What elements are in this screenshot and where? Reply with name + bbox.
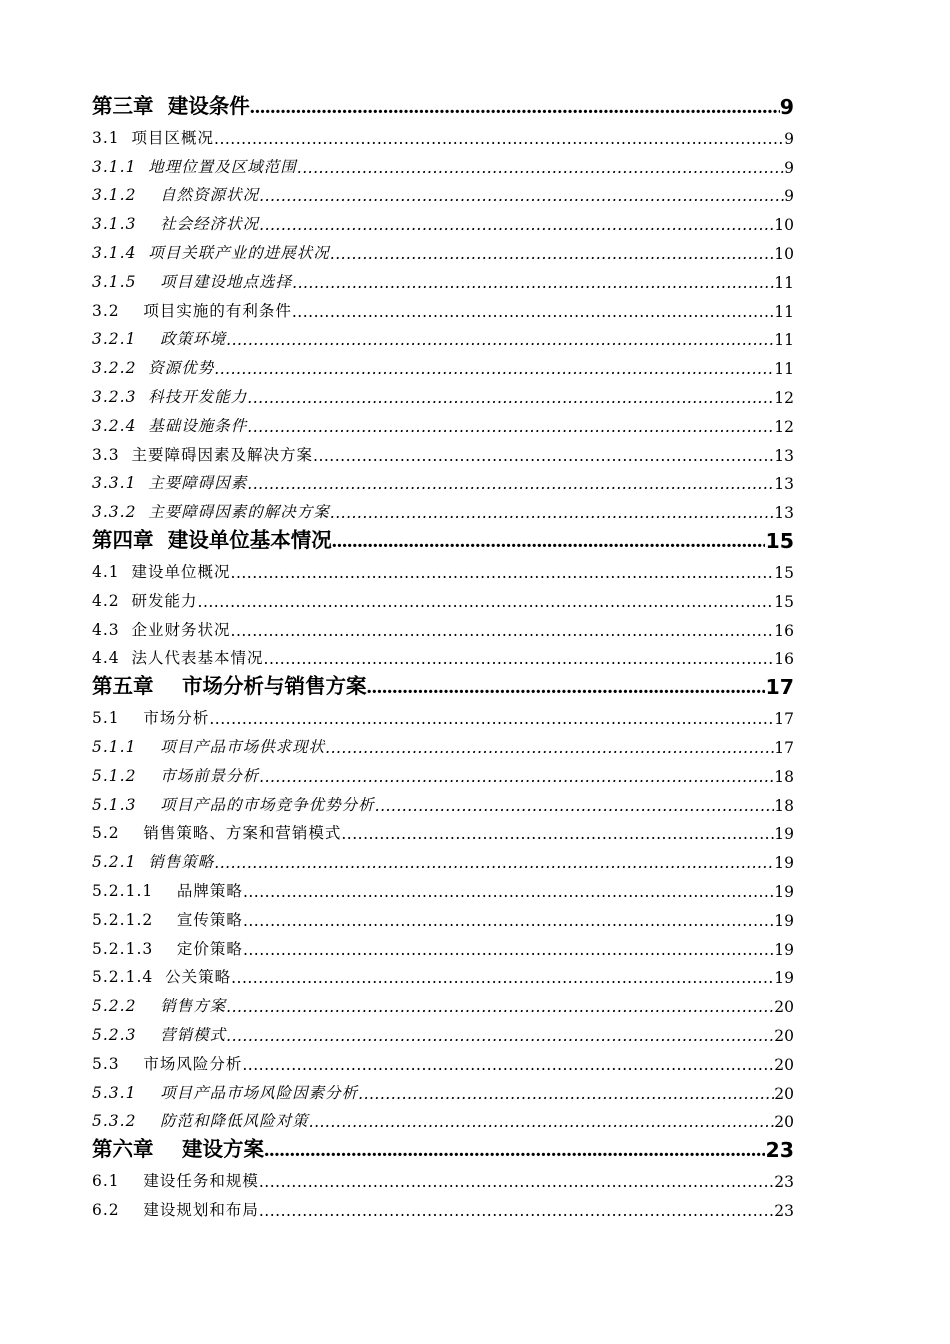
- toc-entry-section[interactable]: [92, 640, 794, 669]
- toc-dot-leader: [259, 216, 774, 234]
- toc-entry-title: 5.3.2 防范和降低风险对策: [92, 1112, 309, 1131]
- toc-entry-sub[interactable]: [92, 378, 794, 407]
- toc-entry-title: 4.4 法人代表基本情况: [92, 649, 264, 668]
- toc-dot-leader: [242, 1056, 774, 1074]
- toc-entry-section[interactable]: [92, 582, 794, 611]
- toc-entry-title: 3.3.1 主要障碍因素: [92, 474, 248, 493]
- toc-dot-leader: [297, 159, 784, 177]
- toc-entry-page: 15: [774, 592, 794, 611]
- toc-entry-subsub[interactable]: [92, 872, 794, 901]
- toc-entry-title: 4.2 研发能力: [92, 591, 198, 610]
- toc-dot-leader: [358, 1085, 774, 1103]
- toc-dot-leader: [214, 360, 774, 378]
- toc-entry-page: 19: [774, 854, 794, 873]
- toc-entry-subsub[interactable]: [92, 930, 794, 959]
- toc-entry-sub[interactable]: [92, 465, 794, 494]
- toc-entry-section[interactable]: [92, 611, 794, 640]
- toc-entry-title: 第四章 建设单位基本情况: [92, 528, 332, 553]
- toc-entry-sub[interactable]: [92, 786, 794, 815]
- toc-dot-leader: [313, 447, 774, 465]
- toc-entry-title: 5.2.2 销售方案: [92, 997, 227, 1016]
- toc-entry-title: 5.2.1.4 公关策略: [92, 968, 232, 987]
- toc-entry-sub[interactable]: [92, 1103, 794, 1132]
- toc-dot-leader: [259, 187, 784, 205]
- toc-entry-title: 3.2.4 基础设施条件: [92, 416, 248, 435]
- toc-entry-title: 3.2.1 政策环境: [92, 330, 227, 349]
- toc-dot-leader: [292, 303, 774, 321]
- toc-dot-leader: [226, 998, 774, 1016]
- toc-entry-section[interactable]: [92, 815, 794, 844]
- toc-entry-page: 18: [774, 796, 794, 815]
- toc-entry-section[interactable]: [92, 1162, 794, 1191]
- toc-entry-title: 第五章 市场分析与销售方案: [92, 674, 367, 699]
- toc-entry-sub[interactable]: [92, 205, 794, 234]
- toc-entry-title: 3.1.3 社会经济状况: [92, 215, 260, 234]
- toc-entry-title: 3.1.5 项目建设地点选择: [92, 272, 293, 291]
- toc-entry-page: 23: [774, 1173, 794, 1192]
- toc-entry-page: 18: [774, 767, 794, 786]
- toc-entry-sub[interactable]: [92, 757, 794, 786]
- toc-entry-page: 23: [774, 1201, 794, 1220]
- toc-entry-page: 13: [774, 446, 794, 465]
- toc-entry-page: 15: [774, 563, 794, 582]
- toc-dot-leader: [330, 504, 774, 522]
- toc-entry-page: 20: [774, 1055, 794, 1074]
- toc-dot-leader: [214, 130, 784, 148]
- toc-entry-page: 10: [774, 244, 794, 263]
- toc-dot-leader: [226, 331, 774, 349]
- toc-entry-title: 第六章 建设方案: [92, 1137, 265, 1162]
- toc-entry-sub[interactable]: [92, 263, 794, 292]
- toc-entry-sub[interactable]: [92, 177, 794, 206]
- toc-dot-leader: [292, 274, 774, 292]
- toc-entry-page: 9: [784, 129, 794, 148]
- toc-dot-leader: [198, 593, 775, 611]
- toc-entry-sub[interactable]: [92, 728, 794, 757]
- toc-entry-title: 4.1 建设单位概况: [92, 562, 231, 581]
- toc-entry-page: 11: [774, 273, 794, 292]
- toc-entry-page: 20: [774, 1113, 794, 1132]
- toc-entry-page: 17: [774, 710, 794, 729]
- toc-entry-chapter[interactable]: [92, 88, 794, 119]
- toc-entry-sub[interactable]: [92, 493, 794, 522]
- toc-entry-page: 19: [774, 882, 794, 901]
- toc-entry-sub[interactable]: [92, 349, 794, 378]
- toc-entry-sub[interactable]: [92, 321, 794, 350]
- toc-dot-leader: [231, 622, 775, 640]
- toc-entry-title: 5.1.1 项目产品市场供求现状: [92, 737, 326, 756]
- toc-entry-title: 5.3 市场风险分析: [92, 1054, 243, 1073]
- table-of-contents: [92, 88, 794, 1220]
- toc-dot-leader: [332, 528, 766, 553]
- toc-entry-page: 13: [774, 504, 794, 523]
- toc-entry-title: 5.2.1 销售策略: [92, 853, 215, 872]
- toc-entry-title: 3.1.1 地理位置及区域范围: [92, 157, 297, 176]
- toc-dot-leader: [214, 854, 774, 872]
- toc-entry-section[interactable]: [92, 1045, 794, 1074]
- toc-entry-page: 19: [774, 911, 794, 930]
- toc-entry-title: 5.2.1.1 品牌策略: [92, 881, 243, 900]
- toc-dot-leader: [330, 245, 774, 263]
- toc-entry-page: 11: [774, 360, 794, 379]
- toc-entry-page: 12: [774, 417, 794, 436]
- toc-entry-chapter[interactable]: [92, 668, 794, 699]
- toc-entry-page: 13: [774, 475, 794, 494]
- toc-dot-leader: [226, 1027, 774, 1045]
- toc-entry-page: 19: [774, 940, 794, 959]
- toc-entry-page: 11: [774, 302, 794, 321]
- toc-dot-leader: [243, 912, 774, 930]
- toc-dot-leader: [243, 941, 774, 959]
- toc-entry-section[interactable]: [92, 553, 794, 582]
- toc-dot-leader: [367, 674, 766, 699]
- toc-entry-title: 第三章 建设条件: [92, 94, 250, 118]
- toc-entry-sub[interactable]: [92, 843, 794, 872]
- toc-dot-leader: [325, 739, 774, 757]
- toc-dot-leader: [259, 1173, 774, 1191]
- toc-entry-page: 17: [765, 675, 794, 700]
- toc-entry-title: 5.1.3 项目产品的市场竞争优势分析: [92, 795, 375, 814]
- toc-entry-page: 19: [774, 825, 794, 844]
- toc-dot-leader: [247, 389, 774, 407]
- toc-dot-leader: [231, 564, 775, 582]
- toc-entry-page: 20: [774, 1026, 794, 1045]
- toc-dot-leader: [243, 883, 774, 901]
- toc-entry-title: 3.3.2 主要障碍因素的解决方案: [92, 503, 330, 522]
- toc-entry-title: 4.3 企业财务状况: [92, 620, 231, 639]
- toc-entry-chapter[interactable]: [92, 522, 794, 553]
- toc-entry-title: 6.1 建设任务和规模: [92, 1172, 259, 1191]
- toc-entry-section[interactable]: [92, 292, 794, 321]
- toc-entry-sub[interactable]: [92, 1016, 794, 1045]
- toc-entry-page: 10: [774, 216, 794, 235]
- toc-dot-leader: [247, 418, 774, 436]
- toc-entry-page: 9: [784, 187, 794, 206]
- toc-entry-title: 3.2 项目实施的有利条件: [92, 301, 292, 320]
- toc-entry-page: 9: [779, 95, 794, 119]
- toc-entry-page: 11: [774, 331, 794, 350]
- toc-entry-title: 5.2.1.2 宣传策略: [92, 910, 243, 929]
- toc-entry-page: 19: [774, 969, 794, 988]
- toc-entry-section[interactable]: [92, 119, 794, 148]
- toc-entry-title: 5.1 市场分析: [92, 709, 210, 728]
- toc-entry-section[interactable]: [92, 699, 794, 728]
- toc-dot-leader: [264, 1137, 765, 1162]
- toc-entry-sub[interactable]: [92, 234, 794, 263]
- toc-entry-title: 5.1.2 市场前景分析: [92, 766, 260, 785]
- toc-entry-title: 5.2.3 营销模式: [92, 1025, 227, 1044]
- toc-entry-page: 17: [774, 738, 794, 757]
- toc-entry-title: 3.1 项目区概况: [92, 128, 215, 147]
- toc-dot-leader: [231, 969, 774, 987]
- toc-entry-title: 3.1.2 自然资源状况: [92, 186, 260, 205]
- toc-dot-leader: [375, 797, 775, 815]
- toc-entry-title: 3.2.2 资源优势: [92, 359, 215, 378]
- toc-entry-page: 9: [784, 158, 794, 177]
- toc-entry-page: 23: [765, 1138, 794, 1163]
- toc-entry-title: 5.3.1 项目产品市场风险因素分析: [92, 1083, 359, 1102]
- toc-entry-title: 5.2.1.3 定价策略: [92, 939, 243, 958]
- toc-dot-leader: [264, 650, 775, 668]
- toc-dot-leader: [259, 1202, 774, 1220]
- toc-entry-sub[interactable]: [92, 987, 794, 1016]
- toc-entry-section[interactable]: [92, 1191, 794, 1220]
- toc-entry-page: 16: [774, 650, 794, 669]
- toc-entry-title: 3.2.3 科技开发能力: [92, 387, 248, 406]
- toc-dot-leader: [259, 768, 774, 786]
- toc-dot-leader: [341, 825, 774, 843]
- toc-entry-subsub[interactable]: [92, 901, 794, 930]
- toc-entry-section[interactable]: [92, 436, 794, 465]
- toc-entry-page: 20: [774, 998, 794, 1017]
- toc-entry-sub[interactable]: [92, 148, 794, 177]
- toc-entry-page: 15: [765, 529, 794, 554]
- toc-entry-title: 3.3 主要障碍因素及解决方案: [92, 445, 314, 464]
- toc-entry-title: 3.1.4 项目关联产业的进展状况: [92, 243, 330, 262]
- toc-entry-subsub[interactable]: [92, 959, 794, 988]
- toc-entry-title: 5.2 销售策略、方案和营销模式: [92, 824, 342, 843]
- toc-dot-leader: [247, 475, 774, 493]
- toc-entry-sub[interactable]: [92, 407, 794, 436]
- toc-entry-page: 12: [774, 388, 794, 407]
- toc-entry-page: 16: [774, 621, 794, 640]
- toc-dot-leader: [209, 710, 774, 728]
- toc-entry-sub[interactable]: [92, 1074, 794, 1103]
- toc-dot-leader: [250, 94, 780, 119]
- toc-dot-leader: [309, 1113, 775, 1131]
- toc-entry-page: 20: [774, 1084, 794, 1103]
- toc-entry-chapter[interactable]: [92, 1131, 794, 1162]
- toc-entry-title: 6.2 建设规划和布局: [92, 1200, 259, 1219]
